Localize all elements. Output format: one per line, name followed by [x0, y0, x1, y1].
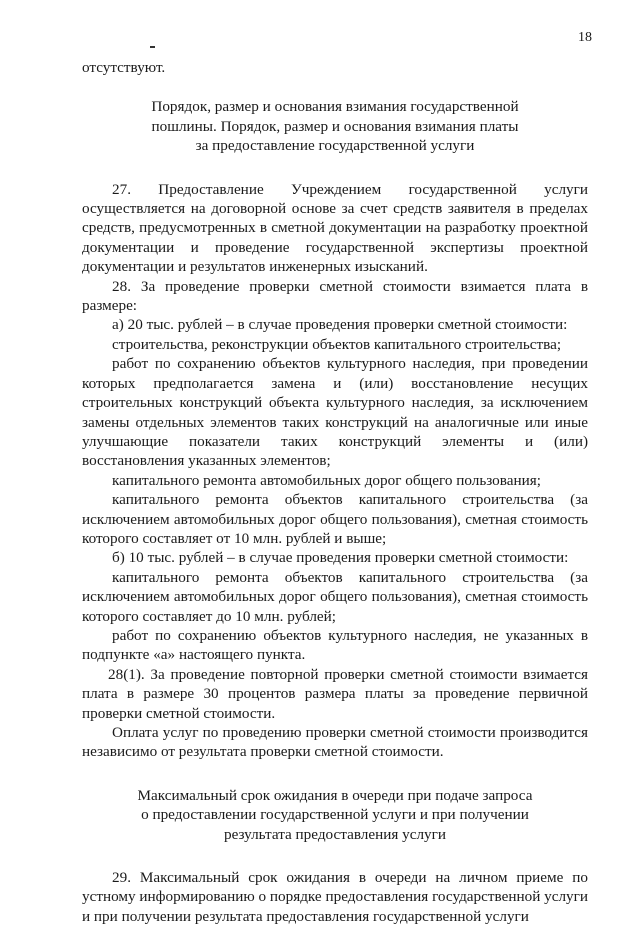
paragraph-29: 29. Максимальный срок ожидания в очереди на личном приеме по устному информированию о порядке предоставления государственной услуги и при получении результата предоставления государственной услуги — [82, 869, 588, 925]
heading-line: результата предоставления услуги — [223, 825, 447, 843]
paragraph-28-1: 28(1). За проведение повторной проверки сметной стоимости взимается плата в размере 30 процентов размера платы за проведение первичной проверки сметной стоимости. — [82, 665, 588, 722]
list-item: работ по сохранению объектов культурного наследия, при проведении которых предполагается замена и (или) восстановление несущих строительных конструкций объекта культурного наследия, за исключением замены отдельных элементов таких конструкций на аналогичные или иные улучшающие показатели таких конструкций элементы и (или) восстановления указанных элементов; — [82, 355, 588, 470]
page-number: 18 — [578, 30, 592, 45]
list-item: капитального ремонта объектов капитального строительства (за исключением автомобильных дорог общего пользования), сметная стоимость которого составляет от 10 млн. рублей и выше; — [82, 491, 588, 547]
subitem-a: а) 20 тыс. рублей – в случае проведения проверки сметной стоимости: — [112, 316, 568, 334]
list-item: строительства, реконструкции объектов капитального строительства; — [112, 335, 562, 353]
heading-line: за предоставление государственной услуги — [195, 137, 475, 155]
scan-speck — [150, 46, 155, 48]
paragraph-27: 27. Предоставление Учреждением государственной услуги осуществляется на договорной основе за счет средств заявителя в пределах средств, предусмотренных в сметной документации на разработку проектной документации и проведение государственной экспертизы проектной документации и результатов инженерных изысканий. — [82, 180, 588, 276]
list-item: капитального ремонта автомобильных дорог общего пользования; — [112, 471, 541, 489]
subitem-b: б) 10 тыс. рублей – в случае проведения проверки сметной стоимости: — [112, 549, 569, 567]
heading-line: о предоставлении государственной услуги и при получении — [141, 806, 529, 824]
intro-line: отсутствуют. — [82, 59, 166, 76]
section-heading-fees — [82, 97, 588, 155]
document-body — [82, 58, 588, 926]
section-heading-queue — [82, 786, 588, 844]
heading-line: Порядок, размер и основания взимания государственной — [151, 98, 519, 116]
heading-line: пошлины. Порядок, размер и основания взимания платы — [151, 117, 519, 135]
paragraph-28: 28. За проведение проверки сметной стоимости взимается плата в размере: — [82, 277, 588, 315]
heading-line: Максимальный срок ожидания в очереди при подаче запроса — [137, 786, 533, 804]
payment-paragraph: Оплата услуг по проведению проверки сметной стоимости производится независимо от результата проверки сметной стоимости. — [82, 724, 588, 761]
list-item: работ по сохранению объектов культурного наследия, не указанных в подпункте «а» настоящего пункта. — [82, 626, 588, 664]
list-item: капитального ремонта объектов капитального строительства (за исключением автомобильных дорог общего пользования), сметная стоимость которого составляет до 10 млн. рублей; — [82, 568, 588, 625]
